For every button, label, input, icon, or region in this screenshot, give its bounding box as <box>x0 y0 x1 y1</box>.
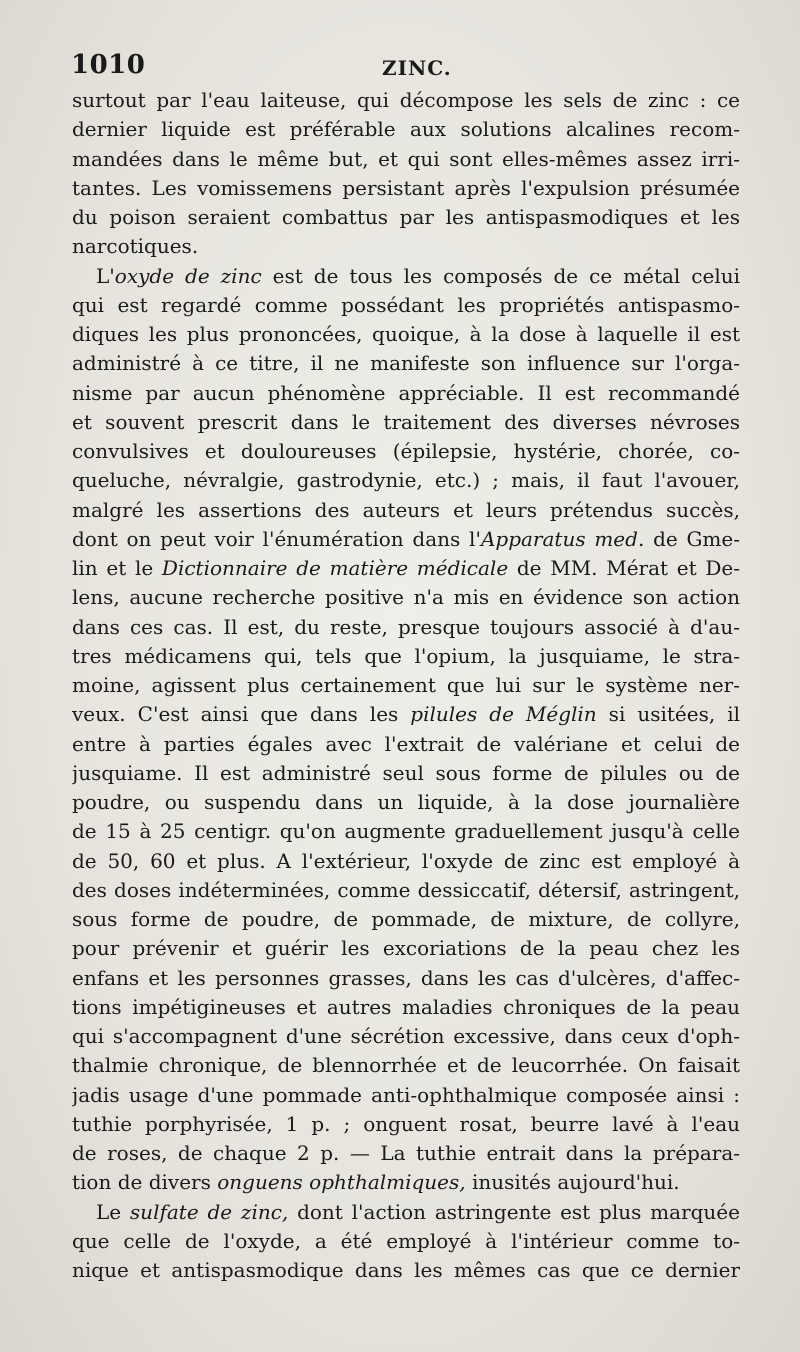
text-line: nique et antispasmodique dans les mêmes cas que ce dernier <box>72 1258 740 1282</box>
running-title: ZINC. <box>382 56 452 80</box>
text-line: tres médicamens qui, tels que l'opium, la jusquiame, le stra- <box>72 643 740 668</box>
text-line: administré à ce titre, il ne manifeste son influence sur l'orga- <box>72 351 740 376</box>
text-line: sous forme de poudre, de pommade, de mixture, de collyre, <box>72 907 740 931</box>
text-line: que celle de l'oxyde, a été employé à l'intérieur comme to- <box>72 1228 740 1253</box>
text-segment: dont on peut voir l'énumération dans l' <box>72 526 481 551</box>
text-segment: de Gme- <box>644 526 740 551</box>
italic-term: pilules de Méglin <box>410 702 597 727</box>
text-line: et souvent prescrit dans le traitement des diverses névroses <box>72 409 740 434</box>
text-segment: lin et le <box>72 556 162 580</box>
text-line: mandées dans le même but, et qui sont elles-mêmes assez irri- <box>72 146 740 171</box>
italic-term: Dictionnaire de matière médicale <box>161 556 509 580</box>
text-line: de roses, de chaque 2 p. — La tuthie entrait dans la prépara- <box>72 1141 740 1165</box>
text-line <box>72 554 740 583</box>
text-line <box>72 262 740 291</box>
page-number: 1010 <box>71 50 146 80</box>
text-line: dans ces cas. Il est, du reste, presque toujours associé à d'au- <box>72 614 740 639</box>
text-line: tuthie porphyrisée, 1 p. ; onguent rosat, beurre lavé à l'eau <box>72 1111 740 1136</box>
text-segment: de MM. Mérat et De- <box>508 556 740 580</box>
text-line: qui est regardé comme possédant les propriétés antispasmo- <box>72 292 740 317</box>
text-segment: dont l'action astringente est plus marquée <box>288 1199 740 1224</box>
text-line: queluche, névralgie, gastrodynie, etc.) ; mais, il faut l'avouer, <box>72 468 740 493</box>
text-segment: inusités aujourd'hui. <box>465 1170 680 1195</box>
text-line <box>72 525 740 554</box>
italic-term: onguens ophthalmiques, <box>217 1170 466 1195</box>
text-segment: tion de divers <box>72 1170 218 1195</box>
text-line: nisme par aucun phénomène appréciable. Il est recommandé <box>72 380 740 405</box>
text-line: du poison seraient combattus par les antispasmodiques et les <box>72 205 740 229</box>
text-line: jusquiame. Il est administré seul sous forme de pilules ou de <box>72 760 740 785</box>
italic-term: sulfate de zinc, <box>129 1199 289 1224</box>
text-line: tantes. Les vomissemens persistant après l'expulsion présumée <box>72 175 740 200</box>
body-text <box>72 86 740 1285</box>
text-line: tions impétigineuses et autres maladies chroniques de la peau <box>72 994 740 1019</box>
text-segment: Le <box>96 1199 130 1224</box>
text-line: entre à parties égales avec l'extrait de valériane et celui de <box>72 731 740 756</box>
text-line: jadis usage d'une pommade anti-ophthalmique composée ainsi : <box>72 1082 740 1107</box>
text-line: dernier liquide est préférable aux solutions alcalines recom- <box>72 117 740 142</box>
text-line: narcotiques. <box>72 234 199 259</box>
text-line: de 50, 60 et plus. A l'extérieur, l'oxyde de zinc est employé à <box>72 848 740 873</box>
text-line: malgré les assertions des auteurs et leurs prétendus succès, <box>72 497 740 522</box>
italic-term: oxyde de zinc <box>114 263 262 288</box>
text-line: thalmie chronique, de blennorrhée et de leucorrhée. On faisait <box>72 1053 740 1078</box>
text-segment: est de tous les composés de ce métal celui <box>261 263 740 288</box>
text-segment: L' <box>96 263 115 288</box>
text-line: des doses indéterminées, comme dessiccatif, détersif, astringent, <box>72 877 740 902</box>
text-line: de 15 à 25 centigr. qu'on augmente graduellement jusqu'à celle <box>72 819 740 844</box>
text-line <box>72 1198 740 1227</box>
text-line <box>72 1168 740 1197</box>
text-line: diques les plus prononcées, quoique, à la dose à laquelle il est <box>72 322 740 346</box>
text-line: pour prévenir et guérir les excoriations de la peau chez les <box>72 936 740 961</box>
text-line: poudre, ou suspendu dans un liquide, à la dose journalière <box>72 790 740 814</box>
text-line: convulsives et douloureuses (épilepsie, hystérie, chorée, co- <box>72 439 740 463</box>
text-line <box>72 700 740 729</box>
text-line: moine, agissent plus certainement que lui sur le système ner- <box>72 673 740 697</box>
text-line: surtout par l'eau laiteuse, qui décompose les sels de zinc : ce <box>72 88 740 112</box>
text-line: qui s'accompagnent d'une sécrétion excessive, dans ceux d'oph- <box>72 1024 740 1048</box>
text-segment: si usitées, il <box>596 702 740 727</box>
text-segment: veux. C'est ainsi que dans les <box>72 702 411 727</box>
italic-term: Apparatus med. <box>480 526 645 551</box>
text-line: enfans et les personnes grasses, dans les cas d'ulcères, d'affec- <box>72 965 740 990</box>
text-line: lens, aucune recherche positive n'a mis en évidence son action <box>72 585 740 610</box>
page-header <box>71 50 739 84</box>
